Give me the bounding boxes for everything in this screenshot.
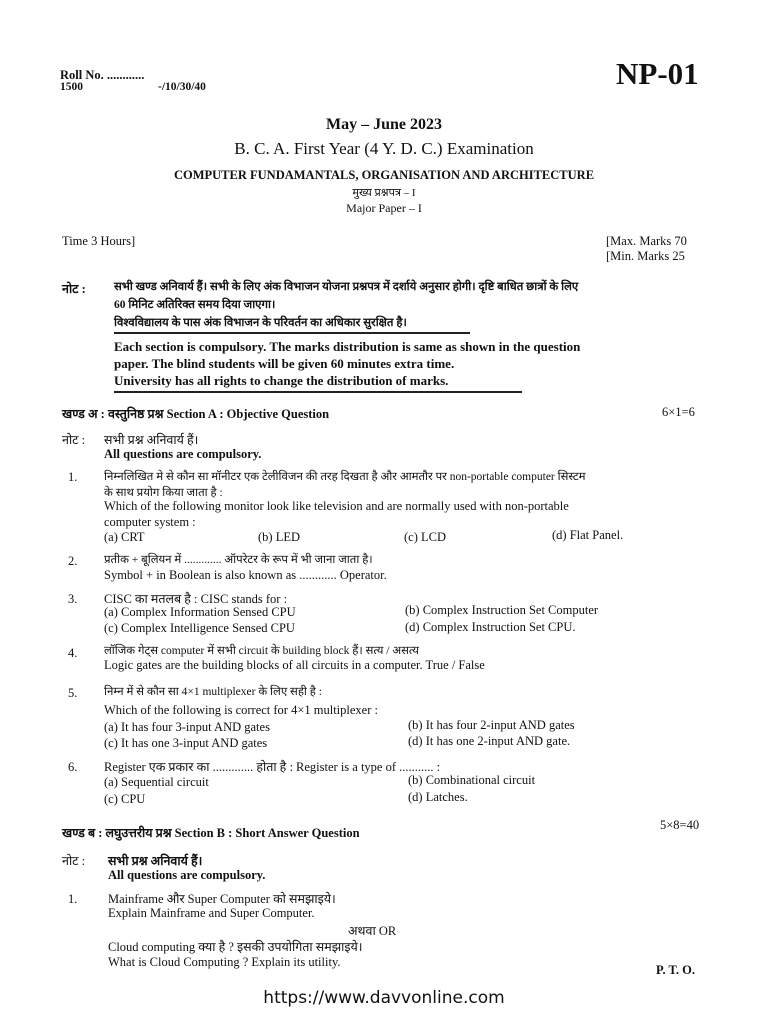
option-b: (b) Combinational circuit (408, 773, 536, 787)
section-b-note-label: नोट : (62, 854, 86, 868)
option-c: (c) LCD (404, 530, 446, 544)
paper-english: Major Paper – I (346, 201, 422, 215)
option-b: (b) It has four 2-input AND gates (408, 718, 575, 732)
subject-title: COMPUTER FUNDAMANTALS, ORGANISATION AND ARCHITECTURE (173, 168, 595, 182)
question-number: 1. (68, 470, 78, 484)
website-url: https://www.davvonline.com (263, 988, 505, 1008)
section-b-heading: खण्ड ब : लघुउत्तरीय प्रश्न Section B : Short Answer Question (62, 826, 360, 840)
option-d: (d) Latches. (408, 790, 468, 804)
section-a-heading: खण्ड अ : वस्तुनिष्ठ प्रश्न Section A : Objective Question (62, 407, 330, 421)
question-hindi-line: Mainframe और Super Computer को समझाइये। (108, 892, 336, 906)
option-d: (d) It has one 2-input AND gate. (408, 734, 571, 748)
code-left: 1500 (60, 81, 83, 93)
section-a-note-hindi: सभी प्रश्न अनिवार्य हैं। (104, 433, 199, 447)
option-a: (a) Complex Information Sensed CPU (104, 605, 296, 619)
exam-title: B. C. A. First Year (4 Y. D. C.) Examination (234, 139, 534, 158)
question-english-line: Logic gates are the building blocks of all circuits in a computer. True / False (104, 658, 485, 672)
question-hindi-line: के साथ प्रयोग किया जाता है : (104, 487, 223, 499)
code-mid: -/10/30/40 (158, 81, 206, 93)
section-b-note-english: All questions are compulsory. (108, 868, 266, 882)
option-d: (d) Flat Panel. (552, 528, 624, 542)
section-a-marks: 6×1=6 (662, 405, 695, 419)
min-marks: [Min. Marks 25 (606, 249, 685, 263)
option-c: (c) Complex Intelligence Sensed CPU (104, 621, 295, 635)
or-separator: अथवा OR (348, 924, 397, 938)
question-number: 1. (68, 892, 78, 906)
roll-number: Roll No. ............ (60, 68, 145, 82)
note-english-line3: University has all rights to change the distribution of marks. (114, 373, 449, 388)
question-hindi-line: लॉजिक गेट्स computer में सभी circuit के building block हैं। सत्य / असत्य (104, 645, 419, 657)
option-a: (a) Sequential circuit (104, 775, 209, 789)
section-b-marks: 5×8=40 (660, 818, 700, 832)
question-hindi-line: Register एक प्रकार का ............. होता है : Register is a type of ........... : (104, 760, 441, 774)
question-hindi-line: निम्न में से कौन सा 4×1 multiplexer के लिए सही है : (104, 686, 322, 698)
underline-note-english (114, 391, 522, 393)
question-hindi-line: निम्नलिखित मे से कौन सा मॉनीटर एक टेलीविजन की तरह दिखता है और आमतौर पर non-portable computer सिस्टम (104, 471, 586, 483)
question-number: 2. (68, 554, 78, 568)
question-english-line: Which of the following monitor look like television and are normally used with non-portable (104, 499, 569, 513)
max-marks: [Max. Marks 70 (606, 234, 687, 248)
option-d: (d) Complex Instruction Set CPU. (405, 620, 576, 634)
question-english-line: What is Cloud Computing ? Explain its utility. (108, 955, 341, 969)
note-english-line2: paper. The blind students will be given 60 minutes extra time. (114, 356, 455, 371)
note-label: नोट : (62, 282, 86, 296)
option-a: (a) It has four 3-input AND gates (104, 720, 270, 734)
question-english-line: Which of the following is correct for 4×1 multiplexer : (104, 703, 378, 717)
section-a-note-english: All questions are compulsory. (104, 447, 262, 461)
section-a-note-label: नोट : (62, 433, 86, 447)
question-english-line: computer system : (104, 515, 196, 529)
question-english-line: Explain Mainframe and Super Computer. (108, 906, 315, 920)
option-c: (c) It has one 3-input AND gates (104, 736, 268, 750)
option-b: (b) Complex Instruction Set Computer (405, 603, 599, 617)
question-number: 3. (68, 592, 78, 606)
note-hindi-line2: 60 मिनिट अतिरिक्त समय दिया जाएगा। (114, 299, 276, 311)
option-a: (a) CRT (104, 530, 145, 544)
paper-hindi: मुख्य प्रश्नपत्र – I (352, 187, 416, 199)
question-english-line: Symbol + in Boolean is also known as ............ Operator. (104, 568, 387, 582)
exam-session: May – June 2023 (326, 116, 442, 133)
pto-label: P. T. O. (656, 963, 696, 977)
note-english-line1: Each section is compulsory. The marks distribution is same as shown in the question (114, 339, 581, 354)
section-b-note-hindi: सभी प्रश्न अनिवार्य हैं। (108, 854, 203, 868)
paper-code: NP-01 (616, 56, 699, 91)
question-hindi-line: CISC का मतलब है : CISC stands for : (104, 592, 288, 606)
question-number: 5. (68, 686, 78, 700)
question-number: 4. (68, 646, 78, 660)
option-c: (c) CPU (104, 792, 146, 806)
question-hindi-line: Cloud computing क्या है ? इसकी उपयोगिता समझाइये। (108, 940, 363, 954)
underline-note-hindi (114, 332, 470, 334)
note-hindi-line3: विश्वविद्यालय के पास अंक विभाजन के परिवर्तन का अधिकार सुरक्षित है। (114, 317, 407, 329)
question-number: 6. (68, 760, 78, 774)
note-hindi-line1: सभी खण्ड अनिवार्य हैं। सभी के लिए अंक विभाजन योजना प्रश्नपत्र में दर्शाये अनुसार होगी। दृष्टि बाधित छात्रों के लिए (114, 281, 579, 293)
option-b: (b) LED (258, 530, 300, 544)
time-allowed: Time 3 Hours] (62, 234, 136, 248)
question-hindi-line: प्रतीक + बूलियन में ............. ऑपरेटर के रूप में भी जाना जाता है। (104, 554, 373, 566)
